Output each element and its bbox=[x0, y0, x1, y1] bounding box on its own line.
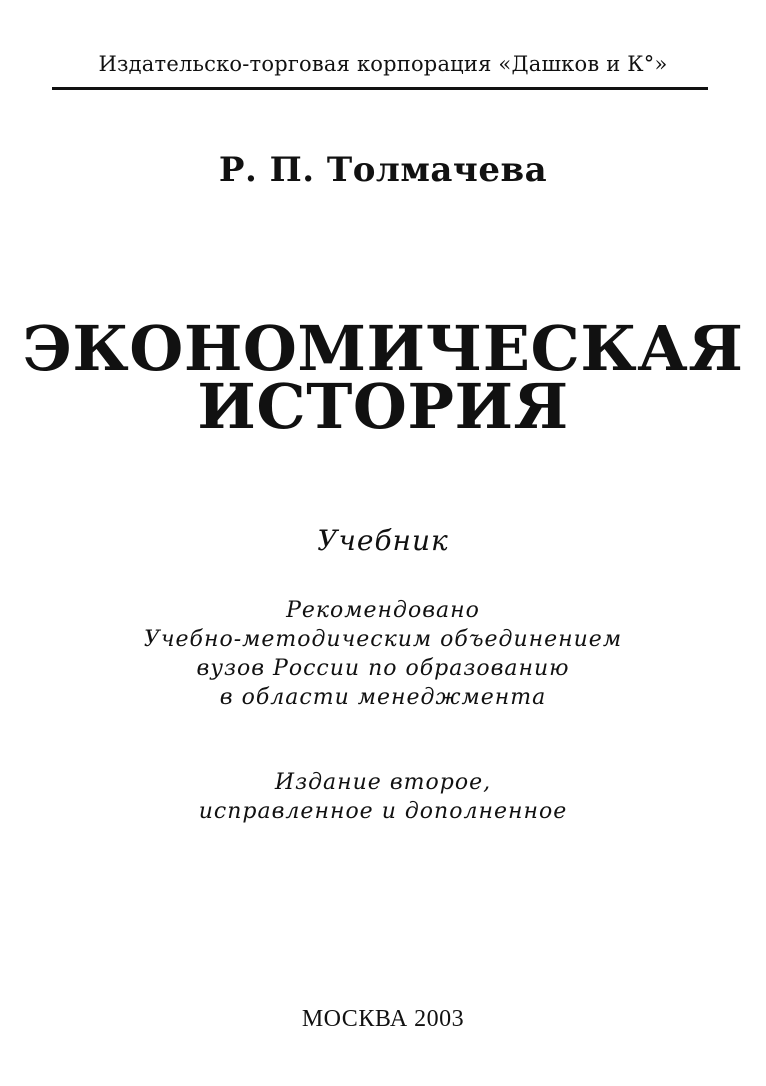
author-name: Р. П. Толмачева bbox=[218, 150, 548, 190]
book-kind: Учебник bbox=[317, 524, 449, 557]
edition-line: исправленное и дополненное bbox=[198, 799, 568, 824]
recommendation-line: вузов России по образованию bbox=[196, 656, 570, 681]
book-title-line-2: ИСТОРИЯ bbox=[197, 370, 569, 443]
edition-line: Издание второе, bbox=[274, 770, 492, 795]
header-rule bbox=[52, 87, 708, 90]
imprint-city-year: МОСКВА 2003 bbox=[301, 1006, 465, 1032]
book-title bbox=[0, 312, 766, 443]
publisher-line: Издательско-торговая корпорация «Дашков и К°» bbox=[98, 52, 668, 76]
book-title-line-1: ЭКОНОМИЧЕСКАЯ bbox=[22, 312, 744, 385]
recommendation-line: Рекомендовано bbox=[286, 598, 480, 623]
recommendation-block bbox=[0, 596, 766, 712]
recommendation-line: Учебно-методическим объединением bbox=[143, 627, 623, 652]
edition-block bbox=[0, 768, 766, 826]
recommendation-line: в области менеджмента bbox=[219, 685, 547, 710]
